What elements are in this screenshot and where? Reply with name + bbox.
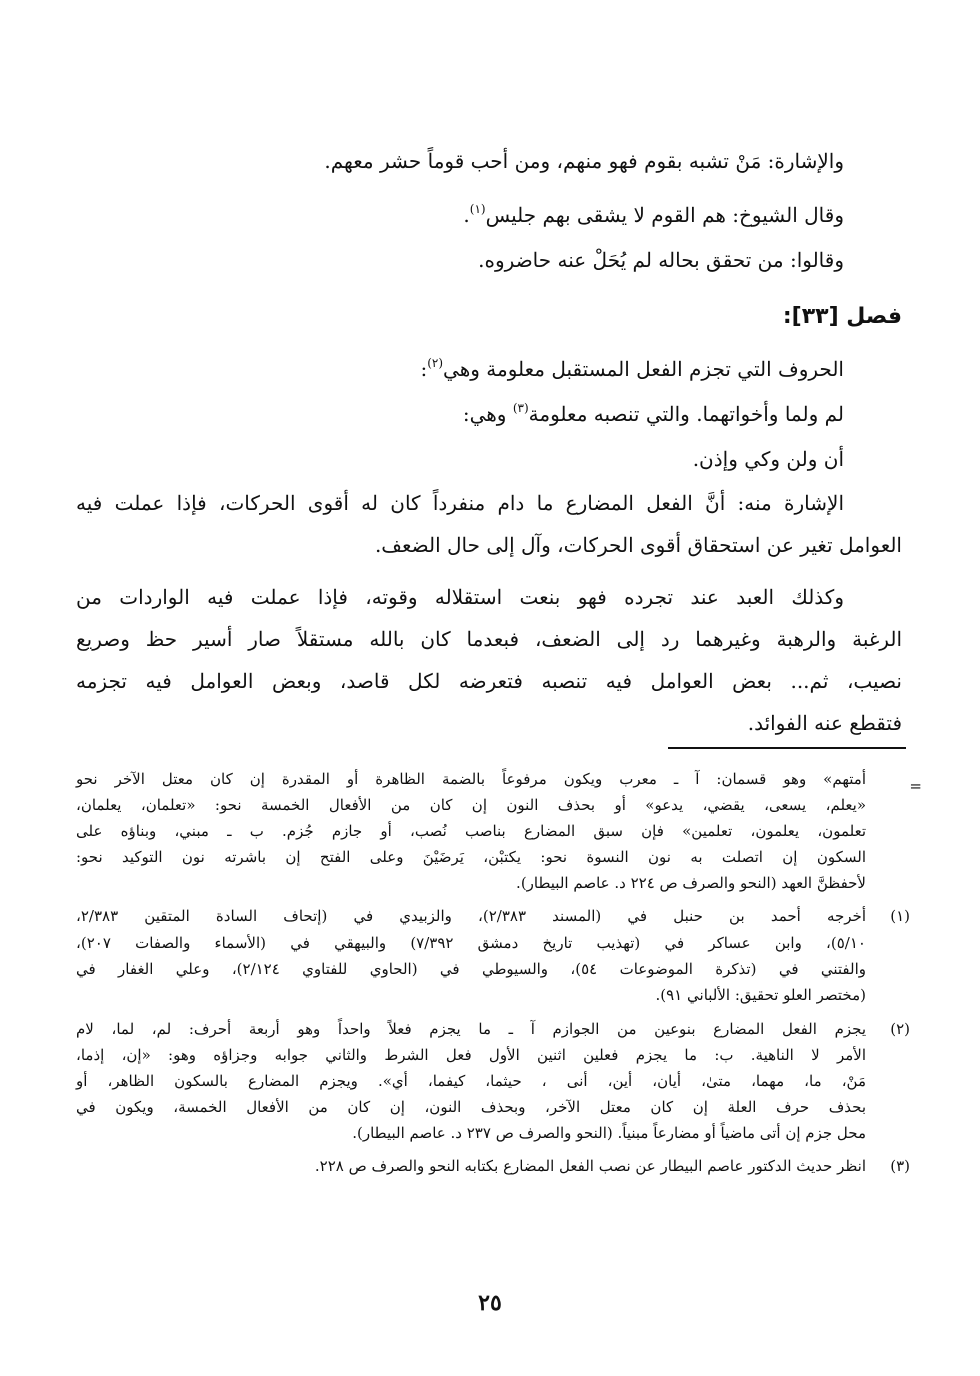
footnote-1-line: (مختصر العلو تحقيق: الألباني ٩١).: [655, 986, 866, 1004]
footnote-2-line: محل جزم إن أتى ماضياً أو مضارعاً مبنياً. (النحو والصرف ص ٢٣٧ د. عاصم البيطار).: [352, 1124, 866, 1142]
footnote-ref-1: (١): [469, 202, 486, 216]
body-line-1: والإشارة: مَنْ تشبه بقوم فهو منهم، ومن أحب قوماً حشر معهم.: [324, 149, 844, 173]
footnote-2-line: الأمر لا الناهية. ب: ما يجزم فعلين اثنين الأول فعل الشرط والثاني جوابه وجزاؤه وهو: «إن، إذما،: [76, 1046, 866, 1064]
body-line-6: أن ولن وكي وإذن.: [692, 447, 844, 471]
body-line-3: وقالوا: من تحقق بحاله لم يُحَلْ عنه حاضروه.: [478, 248, 844, 272]
paragraph-3-line-4: فتقطع عنه الفوائد.: [747, 711, 902, 735]
body-line-4-text: الحروف التي تجزم الفعل المستقبل معلومة وهي: [443, 357, 844, 381]
section-heading: فصل [٣٣]:: [782, 304, 902, 329]
footnote-ref-2: (٢): [427, 356, 444, 370]
footnote-continuation-line: لأحفظنَّ العهد (النحو والصرف ص ٢٢٤ د. عاصم البيطار).: [516, 874, 866, 892]
footnote-2-line: يجزم الفعل المضارع بنوعين من الجوازم آ ـ ما يجزم فعلاً واحداً وهو أربعة أحرف: لم، لما، لام: [76, 1020, 866, 1038]
page-number: ٢٥: [478, 1290, 502, 1316]
body-line-5-end: وهي:: [462, 402, 513, 426]
footnote-separator: [668, 747, 906, 749]
footnote-1-marker: (١): [890, 907, 910, 925]
paragraph-2-line-2: العوامل تغير عن استحقاق أقوى الحركات، وآل إلى حال الضعف.: [374, 533, 902, 557]
footnote-3-line: انظر حديث الدكتور عاصم البيطار عن نصب الفعل المضارع بكتابه النحو والصرف ص ٢٢٨.: [314, 1157, 866, 1175]
body-line-5-text: لم ولما وأخواتهما. والتي تنصبه معلومة: [528, 402, 844, 426]
footnote-1-line: أخرجه أحمد بن حنبل في (المسند ٢/٣٨٣)، والزبيدي في (إتحاف السادة المتقين ٢/٣٨٣،: [76, 907, 866, 925]
footnote-continuation-line: تعلمون، يعلمون، تعلمين» فإن سبق المضارع بناصب نُصب، أو جازم جُزم. ب ـ مبني، وبناؤه على: [76, 822, 866, 840]
footnote-1-line: والفتني في (تذكرة الموضوعات ٥٤)، والسيوطي في (الحاوي للفتاوي ٢/١٢٤)، وعلي الغفار في: [76, 960, 866, 978]
footnote-continuation-line: «يعلم، يسعى، يقضي، يدعو» أو بحذف النون إن كان من الأفعال الخمسة نحو: «تعلمان، يعلمان،: [76, 796, 866, 814]
paragraph-2-line-1: الإشارة منه: أنَّ الفعل المضارع ما دام منفرداً كان له أقوى الحركات، فإذا عملت فيه: [76, 491, 844, 515]
paragraph-3-line-2: الرغبة والرهبة وغيرهما رد إلى الضعف، فبعدما كان بالله مستقلاً صار أسير حظ وصريع: [76, 627, 902, 651]
body-line-2-end: .: [463, 203, 470, 227]
body-line-4: [420, 355, 844, 383]
footnote-1-line: ٥/١٠)، وابن عساكر في (تهذيب تاريخ دمشق ٧/٣٩٢) والبيهقي في (الأسماء والصفات ٢٠٧)،: [76, 934, 866, 952]
body-line-5: [463, 400, 844, 428]
paragraph-3-line-1: وكذلك العبد عند تجرده فهو بنعت استقلاله وقوته، فإذا عملت فيه الواردات من: [76, 585, 844, 609]
footnote-2-line: بحذف حرف العلة إن كان معتل الآخر، وبحذف النون، إن كان من الأفعال الخمسة، ويكون في: [76, 1098, 866, 1116]
body-line-4-end: :: [420, 357, 428, 381]
footnote-3-marker: (٣): [890, 1157, 910, 1175]
footnote-2-line: مَنْ، ما، مهما، متىٰ، أيان، أين، أنى ، حيثما، كيفما، أي». ويجزم المضارع بالسكون الظاهر، أو: [76, 1072, 866, 1090]
body-line-2-text: وقال الشيوخ: هم القوم لا يشقى بهم جليس: [485, 203, 844, 227]
footnote-continuation-line: أمتهم» وهو قسمان: آ ـ معرب ويكون مرفوعاً بالضمة الظاهرة أو المقدرة إن كان معتل الآخر نحو: [76, 770, 866, 788]
footnote-continuation-line: السكون إن اتصلت به نون النسوة نحو: يكتبْن، يَرضَيْنَ وعلى الفتح إن باشرته نون التوكيد نحو:: [76, 848, 866, 866]
footnote-ref-3: (٣): [512, 401, 529, 415]
body-line-2: [463, 201, 844, 229]
footnote-continuation-marker: =: [909, 777, 922, 795]
footnote-2-marker: (٢): [890, 1020, 910, 1038]
paragraph-3-line-3: نصيب، ثم... بعض العوامل فيه تنصبه فتعرضه لكل قاصد، وبعض العوامل فيه تجزمه: [76, 669, 902, 693]
